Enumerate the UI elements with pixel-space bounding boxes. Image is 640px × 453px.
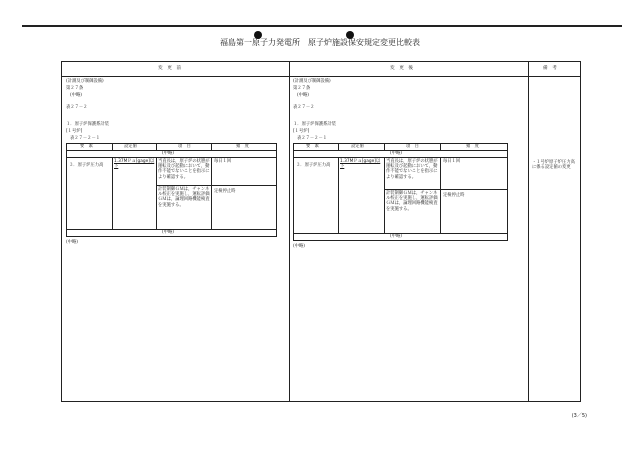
column-divider bbox=[289, 61, 290, 402]
inner-col bbox=[211, 143, 212, 150]
before-col-header: 項 目 bbox=[178, 144, 191, 149]
after-section: (計測及び制御設備) bbox=[293, 79, 331, 84]
column-header-before: 変 更 前 bbox=[158, 66, 181, 71]
before-table-ref: 表２７－２ bbox=[66, 105, 88, 110]
column-header-remarks: 備 考 bbox=[543, 66, 557, 71]
before-value: 1.37MＰａ[gage]以下 bbox=[114, 159, 155, 170]
before-freq1: 毎日１回 bbox=[214, 159, 232, 164]
before-article: 第２７条 bbox=[66, 86, 84, 91]
before-omit-row2: (中略) bbox=[162, 230, 174, 235]
after-item: １．原子炉保護系計装 bbox=[293, 122, 336, 127]
inner-col bbox=[338, 143, 339, 150]
before-freq2: 定検停止時 bbox=[214, 189, 236, 194]
before-omit-row: (中略) bbox=[162, 151, 174, 156]
inner-rule bbox=[384, 189, 508, 190]
before-item-text2: 計装制御ＧＭは，チャンネル校正を実施し，運転評価ＧＭは，論理回路機能検査を実施する。 bbox=[158, 187, 210, 208]
after-col-header: 項 目 bbox=[406, 144, 419, 149]
column-divider bbox=[528, 61, 529, 402]
header-rule bbox=[61, 76, 581, 77]
before-col-header: 設定値 bbox=[124, 144, 137, 149]
after-element: ３．原子炉圧力高 bbox=[296, 163, 331, 168]
before-col-header: 要 素 bbox=[80, 144, 93, 149]
inner-col bbox=[211, 157, 212, 229]
inner-col bbox=[384, 157, 385, 233]
before-omit: (中略) bbox=[70, 93, 82, 98]
page-number: (3／5) bbox=[571, 413, 587, 419]
after-omit-row: (中略) bbox=[390, 151, 402, 156]
before-item-text: 当直長は，原子炉の状態が運転及び起動において，動作不能でないことを指示により確認する。 bbox=[158, 159, 210, 180]
before-unit: [１号炉] bbox=[66, 129, 83, 134]
after-subtable: 表２７－２－１ bbox=[297, 136, 328, 141]
document-title: 福島第一原子力発電所 原子炉施設保安規定変更比較表 bbox=[220, 38, 420, 47]
inner-col bbox=[440, 157, 441, 233]
after-omit: (中略) bbox=[297, 93, 309, 98]
after-col-header: 頻 度 bbox=[466, 144, 479, 149]
inner-col bbox=[384, 143, 385, 150]
after-freq1: 毎日１回 bbox=[443, 159, 461, 164]
after-value: 1.37MＰａ[gage]以下 bbox=[340, 159, 381, 170]
after-unit: [１号炉] bbox=[293, 129, 310, 134]
after-item-text2: 計装制御ＧＭは，チャンネル校正を実施し，運転評価ＧＭは，論理回路機能検査を実施する。 bbox=[386, 191, 438, 212]
before-item: １．原子炉保護系計装 bbox=[66, 122, 109, 127]
inner-col bbox=[156, 157, 157, 229]
after-col-header: 設定値 bbox=[351, 144, 364, 149]
inner-col bbox=[440, 143, 441, 150]
inner-col bbox=[112, 143, 113, 150]
after-table-ref: 表２７－２ bbox=[293, 105, 315, 110]
before-omit-end: (中略) bbox=[66, 240, 78, 245]
after-item-text: 当直長は，原子炉の状態が運転及び起動において，動作不能でないことを指示により確認する。 bbox=[386, 159, 438, 180]
remarks-note: ・１号炉原子炉圧力高に係る設定値の変更 bbox=[532, 160, 575, 171]
inner-rule bbox=[293, 157, 508, 158]
inner-rule bbox=[156, 185, 277, 186]
before-element: ３．原子炉圧力高 bbox=[69, 163, 104, 168]
before-col-header: 頻 度 bbox=[236, 144, 249, 149]
column-header-after: 変 更 後 bbox=[390, 66, 413, 71]
after-freq2: 定検停止時 bbox=[443, 193, 465, 198]
inner-rule bbox=[66, 157, 277, 158]
after-col-header: 要 素 bbox=[306, 144, 319, 149]
after-omit-end: (中略) bbox=[293, 244, 305, 249]
after-omit-row2: (中略) bbox=[390, 234, 402, 239]
inner-col bbox=[156, 143, 157, 150]
before-section: (計測及び制御設備) bbox=[66, 79, 104, 84]
before-subtable: 表２７－２－１ bbox=[70, 136, 101, 141]
after-article: 第２７条 bbox=[293, 86, 311, 91]
inner-col bbox=[112, 157, 113, 229]
inner-col bbox=[338, 157, 339, 233]
top-rule bbox=[22, 25, 622, 27]
